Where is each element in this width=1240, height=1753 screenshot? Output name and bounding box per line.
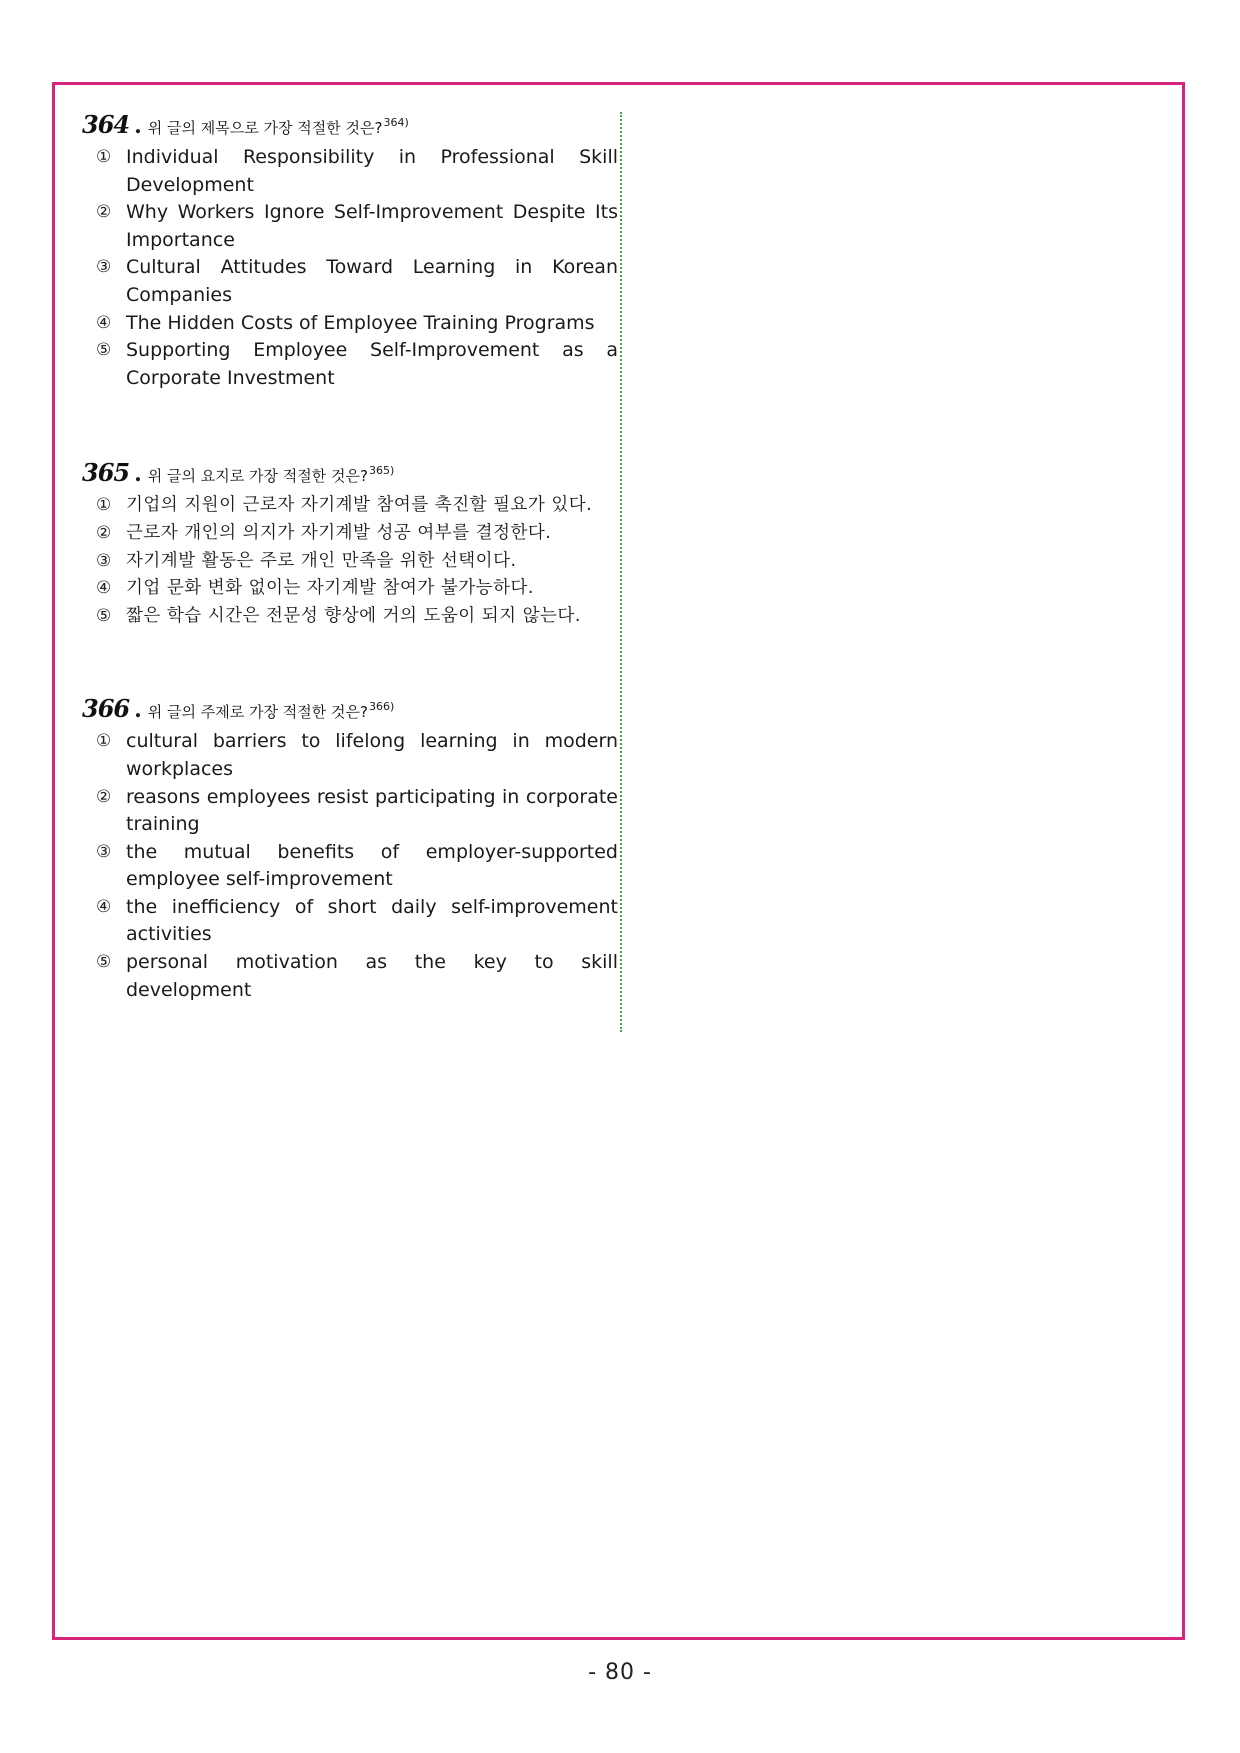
option-text: 기업 문화 변화 없이는 자기계발 참여가 불가능하다.: [126, 578, 534, 599]
page-number: - 80 -: [588, 1660, 652, 1685]
option-marker: ④: [96, 312, 112, 333]
option-3[interactable]: [82, 839, 618, 894]
option-list: [82, 728, 618, 1004]
option-marker: ③: [96, 550, 112, 571]
question-365: [82, 458, 618, 630]
question-number-dot: .: [134, 461, 142, 488]
option-text: The Hidden Costs of Employee Training Programs: [126, 311, 595, 334]
option-3[interactable]: [82, 254, 618, 309]
question-366: [82, 694, 618, 1004]
option-5[interactable]: [82, 603, 618, 631]
option-marker: ②: [96, 786, 112, 807]
question-prompt: 위 글의 요지로 가장 적절한 것은?: [147, 467, 368, 486]
option-2[interactable]: [82, 199, 618, 254]
option-2[interactable]: [82, 520, 618, 548]
question-number: 366: [82, 694, 130, 724]
option-4[interactable]: [82, 894, 618, 949]
option-1[interactable]: [82, 492, 618, 520]
option-4[interactable]: [82, 310, 618, 338]
option-text: 근로자 개인의 의지가 자기계발 성공 여부를 결정한다.: [126, 522, 552, 543]
option-1[interactable]: [82, 144, 618, 199]
option-text: Why Workers Ignore Self-Improvement Despite Its Importance: [126, 201, 618, 251]
option-5[interactable]: [82, 337, 618, 392]
question-header: [82, 694, 618, 728]
option-text: personal motivation as the key to skill development: [126, 951, 618, 1001]
column-divider: [620, 112, 622, 1032]
footnote-ref: 364): [383, 116, 409, 129]
option-marker: ①: [96, 495, 112, 516]
option-marker: ②: [96, 522, 112, 543]
option-marker: ③: [96, 841, 112, 862]
option-4[interactable]: [82, 575, 618, 603]
option-marker: ⑤: [96, 605, 112, 626]
footnote-ref: 366): [368, 700, 395, 714]
option-text: the mutual benefits of employer-supported employee self-improvement: [126, 840, 618, 891]
option-marker: ⑤: [96, 340, 112, 361]
question-number: 364: [82, 110, 130, 139]
question-prompt: 위 글의 주제로 가장 적절한 것은?: [147, 703, 368, 722]
footnote-ref: 365): [368, 464, 395, 478]
option-text: reasons employees resist participating in corporate training: [126, 785, 618, 836]
option-list: [82, 492, 618, 630]
question-prompt: 위 글의 제목으로 가장 적절한 것은?: [147, 119, 383, 137]
option-list: [82, 144, 618, 392]
option-text: the inefficiency of short daily self-improvement activities: [126, 895, 618, 946]
option-text: 자기계발 활동은 주로 개인 만족을 위한 선택이다.: [126, 550, 517, 571]
option-3[interactable]: [82, 548, 618, 576]
option-marker: ①: [96, 731, 112, 752]
option-5[interactable]: [82, 949, 618, 1004]
question-header: [82, 110, 618, 144]
option-marker: ③: [96, 257, 112, 278]
option-marker: ①: [96, 147, 112, 167]
question-column: [82, 110, 618, 1004]
option-text: 기업의 지원이 근로자 자기계발 참여를 촉진할 필요가 있다.: [126, 495, 593, 516]
question-number-dot: .: [134, 697, 142, 724]
option-text: Supporting Employee Self-Improvement as a Corporate Investment: [126, 339, 618, 389]
option-marker: ④: [96, 578, 112, 599]
question-header: [82, 458, 618, 492]
option-marker: ②: [96, 202, 112, 223]
question-364: [82, 110, 618, 392]
option-1[interactable]: [82, 728, 618, 783]
question-number: 365: [82, 458, 130, 488]
spacer: [82, 392, 618, 458]
spacer: [82, 630, 618, 694]
option-text: 짧은 학습 시간은 전문성 향상에 거의 도움이 되지 않는다.: [126, 605, 581, 626]
option-text: cultural barriers to lifelong learning in modern workplaces: [126, 730, 618, 780]
option-text: Individual Responsibility in Professional Skill Development: [126, 146, 618, 196]
option-text: Cultural Attitudes Toward Learning in Korean Companies: [126, 256, 618, 306]
option-marker: ⑤: [96, 952, 112, 973]
question-number-dot: .: [134, 113, 142, 139]
option-marker: ④: [96, 896, 112, 917]
option-2[interactable]: [82, 784, 618, 839]
